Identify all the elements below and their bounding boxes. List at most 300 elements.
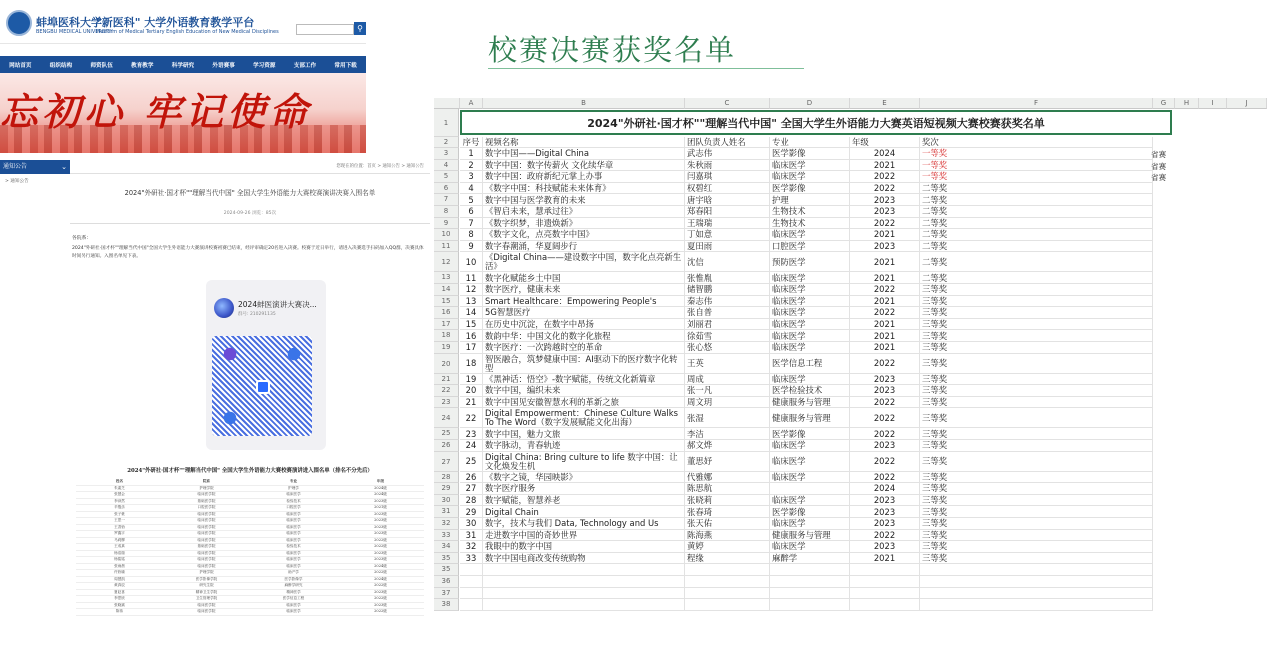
empty-cell[interactable] xyxy=(483,588,685,600)
cell-n[interactable]: 6 xyxy=(460,206,483,218)
header-cell[interactable]: 年级 xyxy=(850,137,920,148)
column-header-F[interactable]: F xyxy=(920,98,1153,109)
cell-major[interactable]: 临床医学 xyxy=(770,171,850,183)
cell-leader[interactable]: 权碧红 xyxy=(685,183,770,195)
cell-name[interactable]: 走进数字中国的奇妙世界 xyxy=(483,530,685,542)
cell-major[interactable]: 临床医学 xyxy=(770,518,850,530)
cell-n[interactable]: 14 xyxy=(460,307,483,319)
cell-leader[interactable]: 郑春阳 xyxy=(685,206,770,218)
row-number[interactable]: 10 xyxy=(434,229,459,241)
empty-cell[interactable] xyxy=(850,599,920,611)
cell-award[interactable]: 三等奖 xyxy=(920,330,1153,342)
cell-name[interactable]: 数韵中华：中国文化的数字化旅程 xyxy=(483,330,685,342)
cell-grade[interactable]: 2023 xyxy=(850,440,920,452)
cell-n[interactable]: 25 xyxy=(460,452,483,472)
cell-award[interactable]: 二等奖 xyxy=(920,206,1153,218)
cell-name[interactable]: 《数字中国：科技赋能未来体育》 xyxy=(483,183,685,195)
cell-leader[interactable]: 张自普 xyxy=(685,307,770,319)
cell-name[interactable]: 数字医疗服务 xyxy=(483,483,685,495)
empty-cell[interactable] xyxy=(685,564,770,576)
row-number[interactable]: 12 xyxy=(434,252,459,272)
cell-award[interactable]: 二等奖 xyxy=(920,241,1153,253)
cell-n[interactable]: 4 xyxy=(460,183,483,195)
row-number[interactable]: 34 xyxy=(434,541,459,553)
header-cell[interactable]: 团队负责人姓名 xyxy=(685,137,770,148)
cell-n[interactable]: 1 xyxy=(460,148,483,160)
cell-award[interactable]: 二等奖 xyxy=(920,272,1153,284)
table-cell: 临床医学 xyxy=(286,511,301,516)
cell-leader[interactable]: 张春琦 xyxy=(685,506,770,518)
cell-name[interactable]: 数字医疗，健康未来 xyxy=(483,284,685,296)
cell-n[interactable]: 33 xyxy=(460,553,483,565)
empty-cell[interactable] xyxy=(483,599,685,611)
cell-grade[interactable]: 2022 xyxy=(850,171,920,183)
empty-cell[interactable] xyxy=(770,599,850,611)
cell-name[interactable]: Digital China: Bring culture to life 数字中国：让文化焕发生机 xyxy=(483,452,685,472)
cell-leader[interactable]: 王英 xyxy=(685,354,770,374)
cell-major[interactable]: 临床医学 xyxy=(770,307,850,319)
cell-grade[interactable]: 2022 xyxy=(850,530,920,542)
cell-grade[interactable]: 2021 xyxy=(850,342,920,354)
cell-major[interactable]: 健康服务与管理 xyxy=(770,530,850,542)
cell-award[interactable]: 三等奖 xyxy=(920,518,1153,530)
cell-major[interactable]: 临床医学 xyxy=(770,229,850,241)
row-number[interactable]: 20 xyxy=(434,354,459,374)
nav-item[interactable]: 外语赛事 xyxy=(212,62,235,69)
cell-award[interactable]: 三等奖 xyxy=(920,296,1153,308)
nav-item[interactable]: 学习资源 xyxy=(253,62,276,69)
table-cell: 临床医学 xyxy=(286,537,301,542)
cell-name[interactable]: Digital Empowerment：Chinese Culture Walks To The Word（数字发展赋能文化出海） xyxy=(483,408,685,428)
row-number[interactable]: 33 xyxy=(434,530,459,542)
column-header-A[interactable]: A xyxy=(460,98,483,109)
cell-n[interactable]: 2 xyxy=(460,160,483,172)
cell-major[interactable]: 临床医学 xyxy=(770,342,850,354)
cell-grade[interactable]: 2021 xyxy=(850,229,920,241)
cell-grade[interactable]: 2022 xyxy=(850,218,920,230)
header-cell[interactable]: 视频名称 xyxy=(483,137,685,148)
cell-n[interactable]: 3 xyxy=(460,171,483,183)
row-number[interactable]: 24 xyxy=(434,408,459,428)
cell-name[interactable]: 数字春潮涌，华夏阔步行 xyxy=(483,241,685,253)
cell-award[interactable]: 一等奖 xyxy=(920,171,1153,183)
site-search-input[interactable] xyxy=(296,24,354,35)
cell-grade[interactable]: 2021 xyxy=(850,319,920,331)
cell-major[interactable]: 医学影像 xyxy=(770,428,850,440)
row-number[interactable]: 31 xyxy=(434,506,459,518)
row-number[interactable]: 26 xyxy=(434,440,459,452)
cell-name[interactable]: 数字赋能，智慧养老 xyxy=(483,495,685,507)
cell-name[interactable]: 智医融合，筑梦健康中国：AI驱动下的医疗数字化转型 xyxy=(483,354,685,374)
cell-grade[interactable]: 2022 xyxy=(850,408,920,428)
row-number[interactable]: 22 xyxy=(434,385,459,397)
cell-award[interactable]: 三等奖 xyxy=(920,428,1153,440)
platform-subtitle: Platform of Medical Tertiary English Education of New Medical Disciplines xyxy=(96,29,279,35)
empty-cell[interactable] xyxy=(685,599,770,611)
cell-name[interactable]: 数字中国：数字传薪火 文化续华章 xyxy=(483,160,685,172)
cell-n[interactable]: 5 xyxy=(460,194,483,206)
cell-major[interactable]: 临床医学 xyxy=(770,541,850,553)
row-number[interactable]: 11 xyxy=(434,241,459,253)
cell-n[interactable]: 20 xyxy=(460,385,483,397)
empty-cell[interactable] xyxy=(850,564,920,576)
cell-major[interactable]: 医学检验技术 xyxy=(770,385,850,397)
row-number[interactable]: 5 xyxy=(434,171,459,183)
cell-leader[interactable]: 武志伟 xyxy=(685,148,770,160)
empty-cell[interactable] xyxy=(850,576,920,588)
cell-leader[interactable]: 张湿 xyxy=(685,408,770,428)
cell-n[interactable]: 11 xyxy=(460,272,483,284)
cell-major[interactable]: 医学影像 xyxy=(770,148,850,160)
cell-n[interactable]: 7 xyxy=(460,218,483,230)
row-number[interactable]: 17 xyxy=(434,319,459,331)
row-number[interactable]: 35 xyxy=(434,564,459,576)
cell-name[interactable]: 《Digital China——建设数字中国，数字化点亮新生活》 xyxy=(483,252,685,272)
table-cell: 口腔医学 xyxy=(286,505,301,509)
cell-name[interactable]: 《智启未来，慧承过往》 xyxy=(483,206,685,218)
cell-leader[interactable]: 周文玥 xyxy=(685,397,770,409)
cell-leader[interactable]: 刘丽君 xyxy=(685,319,770,331)
empty-cell[interactable] xyxy=(770,588,850,600)
cell-leader[interactable]: 朱秋雨 xyxy=(685,160,770,172)
cell-n[interactable]: 19 xyxy=(460,374,483,386)
cell-major[interactable]: 医学影像 xyxy=(770,183,850,195)
cell-leader[interactable]: 储智鹏 xyxy=(685,284,770,296)
cell-n[interactable]: 28 xyxy=(460,495,483,507)
cell-grade[interactable]: 2023 xyxy=(850,206,920,218)
cell-leader[interactable]: 张心悠 xyxy=(685,342,770,354)
cell-major[interactable]: 临床医学 xyxy=(770,452,850,472)
row-number[interactable]: 32 xyxy=(434,518,459,530)
cell-major[interactable]: 口腔医学 xyxy=(770,241,850,253)
cell-award[interactable]: 三等奖 xyxy=(920,342,1153,354)
cell-leader[interactable]: 沈信 xyxy=(685,252,770,272)
row-number[interactable]: 14 xyxy=(434,284,459,296)
cell-award[interactable]: 三等奖 xyxy=(920,530,1153,542)
nav-item[interactable]: 网站首页 xyxy=(9,62,32,69)
row-number[interactable]: 1 xyxy=(434,109,459,137)
cell-n[interactable]: 26 xyxy=(460,472,483,484)
cell-grade[interactable]: 2021 xyxy=(850,160,920,172)
empty-cell[interactable] xyxy=(770,564,850,576)
cell-name[interactable]: 数字中国，魅力文旅 xyxy=(483,428,685,440)
cell-n[interactable]: 29 xyxy=(460,506,483,518)
row-number[interactable]: 21 xyxy=(434,374,459,386)
row-number[interactable]: 35 xyxy=(434,553,459,565)
cell-name[interactable]: 5G智慧医疗 xyxy=(483,307,685,319)
column-header-D[interactable]: D xyxy=(770,98,850,109)
cell-leader[interactable]: 周成 xyxy=(685,374,770,386)
cell-name[interactable]: 数字中国见安徽智慧水利的革新之旅 xyxy=(483,397,685,409)
cell-major[interactable]: 生物技术 xyxy=(770,218,850,230)
cell-leader[interactable]: 张一凡 xyxy=(685,385,770,397)
cell-n[interactable]: 24 xyxy=(460,440,483,452)
row-number[interactable]: 29 xyxy=(434,483,459,495)
column-header-E[interactable]: E xyxy=(850,98,920,109)
cell-major[interactable]: 预防医学 xyxy=(770,252,850,272)
cell-n[interactable]: 8 xyxy=(460,229,483,241)
cell-grade[interactable]: 2022 xyxy=(850,428,920,440)
row-number[interactable]: 30 xyxy=(434,495,459,507)
row-number[interactable]: 13 xyxy=(434,272,459,284)
row-number[interactable]: 28 xyxy=(434,472,459,484)
cell-leader[interactable]: 李洁 xyxy=(685,428,770,440)
cell-leader[interactable]: 王瑞瑞 xyxy=(685,218,770,230)
cell-n[interactable]: 27 xyxy=(460,483,483,495)
cell-n[interactable]: 18 xyxy=(460,354,483,374)
cell-n[interactable]: 30 xyxy=(460,518,483,530)
table-cell: 罗鑫宇 xyxy=(114,531,125,535)
cell-grade[interactable]: 2022 xyxy=(850,284,920,296)
empty-cell[interactable] xyxy=(460,599,483,611)
cell-grade[interactable]: 2022 xyxy=(850,183,920,195)
cell-name[interactable]: 数字化赋能乡土中国 xyxy=(483,272,685,284)
cell-award[interactable]: 三等奖 xyxy=(920,385,1153,397)
cell-major[interactable]: 临床医学 xyxy=(770,160,850,172)
cell-n[interactable]: 13 xyxy=(460,296,483,308)
cell-name[interactable]: 《黑神话：悟空》-数字赋能，传统文化新篇章 xyxy=(483,374,685,386)
cell-award[interactable]: 三等奖 xyxy=(920,553,1153,565)
cell-leader[interactable]: 夏田雨 xyxy=(685,241,770,253)
cell-n[interactable]: 32 xyxy=(460,541,483,553)
cell-award[interactable]: 二等奖 xyxy=(920,194,1153,206)
empty-cell[interactable] xyxy=(920,588,1153,600)
cell-name[interactable]: 《数字文化，点亮数字中国》 xyxy=(483,229,685,241)
cell-leader[interactable]: 张晓莉 xyxy=(685,495,770,507)
row-number[interactable]: 27 xyxy=(434,452,459,472)
cell-major[interactable]: 生物技术 xyxy=(770,206,850,218)
cell-grade[interactable]: 2022 xyxy=(850,354,920,374)
column-header-C[interactable]: C xyxy=(685,98,770,109)
cell-major[interactable]: 临床医学 xyxy=(770,272,850,284)
cell-major[interactable]: 临床医学 xyxy=(770,374,850,386)
cell-award[interactable]: 二等奖 xyxy=(920,229,1153,241)
empty-cell[interactable] xyxy=(483,576,685,588)
column-header-H[interactable]: H xyxy=(1175,98,1199,109)
sheet-corner xyxy=(434,98,460,109)
column-header-B[interactable]: B xyxy=(483,98,685,109)
empty-cell[interactable] xyxy=(685,588,770,600)
cell-n[interactable]: 31 xyxy=(460,530,483,542)
cell-name[interactable]: 数字中国电商改变传统购物 xyxy=(483,553,685,565)
cell-award[interactable]: 三等奖 xyxy=(920,408,1153,428)
nav-item[interactable]: 常用下载 xyxy=(334,62,357,69)
cell-major[interactable] xyxy=(770,483,850,495)
cell-name[interactable]: 数字中国：政府新纪元掌上办事 xyxy=(483,171,685,183)
empty-cell[interactable] xyxy=(770,576,850,588)
row-number[interactable]: 7 xyxy=(434,194,459,206)
empty-cell[interactable] xyxy=(920,599,1153,611)
cell-name[interactable]: 数字中国——Digital China xyxy=(483,148,685,160)
cell-name[interactable]: 我眼中的数字中国 xyxy=(483,541,685,553)
cell-major[interactable]: 医学信息工程 xyxy=(770,354,850,374)
cell-award[interactable]: 三等奖 xyxy=(920,506,1153,518)
cell-leader[interactable]: 董思妤 xyxy=(685,452,770,472)
cell-n[interactable]: 16 xyxy=(460,330,483,342)
cell-award[interactable]: 三等奖 xyxy=(920,307,1153,319)
cell-grade[interactable]: 2021 xyxy=(850,553,920,565)
cell-name[interactable]: 数字脉动，青春轨迹 xyxy=(483,440,685,452)
row-number[interactable]: 19 xyxy=(434,342,459,354)
cell-n[interactable]: 15 xyxy=(460,319,483,331)
cell-n[interactable]: 10 xyxy=(460,252,483,272)
cell-major[interactable]: 护理 xyxy=(770,194,850,206)
cell-grade[interactable]: 2023 xyxy=(850,495,920,507)
cell-award[interactable]: 二等奖 xyxy=(920,252,1153,272)
cell-name[interactable]: 数字，技术与我们 Data, Technology and Us xyxy=(483,518,685,530)
cell-award[interactable]: 一等奖 xyxy=(920,160,1153,172)
cell-award[interactable]: 三等奖 xyxy=(920,452,1153,472)
cell-leader[interactable]: 秦志伟 xyxy=(685,296,770,308)
table-cell: 研究生院 xyxy=(199,583,214,587)
cell-grade[interactable]: 2022 xyxy=(850,397,920,409)
cell-major[interactable]: 健康服务与管理 xyxy=(770,408,850,428)
cell-award[interactable]: 三等奖 xyxy=(920,440,1153,452)
cell-leader[interactable]: 徐茹雪 xyxy=(685,330,770,342)
cell-name[interactable]: 数字中国与医学教育的未来 xyxy=(483,194,685,206)
nav-item[interactable]: 支部工作 xyxy=(293,62,317,69)
header-cell[interactable]: 奖次 xyxy=(920,137,1153,148)
qq-group-card xyxy=(206,280,326,450)
cell-grade[interactable]: 2023 xyxy=(850,374,920,386)
cell-grade[interactable]: 2021 xyxy=(850,296,920,308)
cell-major[interactable]: 临床医学 xyxy=(770,319,850,331)
cell-grade[interactable]: 2023 xyxy=(850,518,920,530)
cell-grade[interactable]: 2024 xyxy=(850,483,920,495)
cell-award[interactable]: 三等奖 xyxy=(920,472,1153,484)
header-cell[interactable]: 序号 xyxy=(460,137,483,148)
cell-leader[interactable]: 丁如意 xyxy=(685,229,770,241)
empty-cell[interactable] xyxy=(483,564,685,576)
cell-leader[interactable]: 张惟胤 xyxy=(685,272,770,284)
cell-n[interactable]: 21 xyxy=(460,397,483,409)
cell-award[interactable]: 三等奖 xyxy=(920,319,1153,331)
row-number[interactable]: 8 xyxy=(434,206,459,218)
cell-n[interactable]: 17 xyxy=(460,342,483,354)
cell-major[interactable]: 临床医学 xyxy=(770,330,850,342)
cell-name[interactable]: 《数字织梦，非遗焕新》 xyxy=(483,218,685,230)
row-number[interactable]: 2 xyxy=(434,137,459,148)
table-cell: 临床医学院 xyxy=(197,609,216,613)
row-number[interactable]: 16 xyxy=(434,307,459,319)
cell-major[interactable]: 麻醉学 xyxy=(770,553,850,565)
empty-cell[interactable] xyxy=(685,576,770,588)
cell-major[interactable]: 医学影像 xyxy=(770,506,850,518)
nav-item[interactable]: 教育教学 xyxy=(131,62,154,69)
cell-award[interactable]: 二等奖 xyxy=(920,218,1153,230)
search-icon[interactable]: ⚲ xyxy=(354,22,366,35)
row-number[interactable]: 37 xyxy=(434,588,459,600)
cell-name[interactable]: 在历史中沉淀，在数字中昂扬 xyxy=(483,319,685,331)
cell-grade[interactable]: 2023 xyxy=(850,541,920,553)
cell-award[interactable]: 三等奖 xyxy=(920,284,1153,296)
cell-grade[interactable]: 2023 xyxy=(850,194,920,206)
cell-leader[interactable]: 张天佑 xyxy=(685,518,770,530)
cell-award[interactable]: 三等奖 xyxy=(920,374,1153,386)
empty-cell[interactable] xyxy=(920,564,1153,576)
cell-grade[interactable]: 2022 xyxy=(850,452,920,472)
nav-item[interactable]: 师资队伍 xyxy=(90,62,113,69)
nav-item[interactable]: 组织结构 xyxy=(49,62,73,69)
sidebar-subitem[interactable]: > 通知公告 xyxy=(5,179,29,184)
cell-leader[interactable]: 郝文烨 xyxy=(685,440,770,452)
cell-leader[interactable]: 程缘 xyxy=(685,553,770,565)
cell-name[interactable]: Digital Chain xyxy=(483,506,685,518)
cell-n[interactable]: 23 xyxy=(460,428,483,440)
cell-major[interactable]: 临床医学 xyxy=(770,495,850,507)
cell-grade[interactable]: 2022 xyxy=(850,307,920,319)
column-header-G[interactable]: G xyxy=(1153,98,1175,109)
nav-item[interactable]: 科学研究 xyxy=(171,62,195,69)
cell-leader[interactable]: 唐宇晗 xyxy=(685,194,770,206)
row-number[interactable]: 38 xyxy=(434,599,459,611)
cell-award[interactable]: 三等奖 xyxy=(920,541,1153,553)
cell-leader[interactable]: 代雅娜 xyxy=(685,472,770,484)
cell-major[interactable]: 临床医学 xyxy=(770,472,850,484)
row-number[interactable]: 25 xyxy=(434,428,459,440)
cell-name[interactable]: Smart Healthcare：Empowering People's xyxy=(483,296,685,308)
cell-grade[interactable]: 2022 xyxy=(850,472,920,484)
cell-major[interactable]: 临床医学 xyxy=(770,296,850,308)
empty-cell[interactable] xyxy=(460,588,483,600)
cell-major[interactable]: 健康服务与管理 xyxy=(770,397,850,409)
cell-grade[interactable]: 2023 xyxy=(850,506,920,518)
empty-cell[interactable] xyxy=(920,576,1153,588)
cell-grade[interactable]: 2021 xyxy=(850,272,920,284)
row-number[interactable]: 18 xyxy=(434,330,459,342)
breadcrumb[interactable]: 您现在的位置：首页 > 通知公告 > 通知公告 xyxy=(336,164,424,169)
empty-cell[interactable] xyxy=(460,564,483,576)
cell-award[interactable]: 三等奖 xyxy=(920,495,1153,507)
cell-n[interactable]: 9 xyxy=(460,241,483,253)
cell-grade[interactable]: 2023 xyxy=(850,385,920,397)
cell-grade[interactable]: 2023 xyxy=(850,241,920,253)
row-number[interactable]: 15 xyxy=(434,296,459,308)
empty-cell[interactable] xyxy=(850,588,920,600)
row-number[interactable]: 36 xyxy=(434,576,459,588)
row-number[interactable]: 23 xyxy=(434,397,459,409)
cell-name[interactable]: 数字中国，编织未来 xyxy=(483,385,685,397)
cell-major[interactable]: 临床医学 xyxy=(770,284,850,296)
empty-cell[interactable] xyxy=(460,576,483,588)
cell-grade[interactable]: 2021 xyxy=(850,330,920,342)
cell-grade[interactable]: 2021 xyxy=(850,252,920,272)
cell-name[interactable]: 数字医疗：一次跨越时空的革命 xyxy=(483,342,685,354)
cell-n[interactable]: 22 xyxy=(460,408,483,428)
header-cell[interactable]: 专业 xyxy=(770,137,850,148)
cell-award[interactable]: 一等奖 xyxy=(920,148,1153,160)
cell-leader[interactable]: 陈思航 xyxy=(685,483,770,495)
row-number[interactable]: 3 xyxy=(434,148,459,160)
row-number[interactable]: 9 xyxy=(434,218,459,230)
cell-major[interactable]: 临床医学 xyxy=(770,440,850,452)
cell-leader[interactable]: 陈海燕 xyxy=(685,530,770,542)
cell-name[interactable]: 《数字之镜，华园映影》 xyxy=(483,472,685,484)
cell-award[interactable]: 三等奖 xyxy=(920,397,1153,409)
cell-leader[interactable]: 闫嘉琪 xyxy=(685,171,770,183)
cell-leader[interactable]: 黄婷 xyxy=(685,541,770,553)
sidebar-item-notices[interactable] xyxy=(0,160,70,174)
row-number[interactable]: 4 xyxy=(434,160,459,172)
cell-award[interactable]: 三等奖 xyxy=(920,483,1153,495)
cell-award[interactable]: 二等奖 xyxy=(920,183,1153,195)
column-header-J[interactable]: J xyxy=(1227,98,1267,109)
cell-n[interactable]: 12 xyxy=(460,284,483,296)
row-number[interactable]: 6 xyxy=(434,183,459,195)
cell-grade[interactable]: 2024 xyxy=(850,148,920,160)
column-header-I[interactable]: I xyxy=(1199,98,1227,109)
cell-award[interactable]: 三等奖 xyxy=(920,354,1153,374)
